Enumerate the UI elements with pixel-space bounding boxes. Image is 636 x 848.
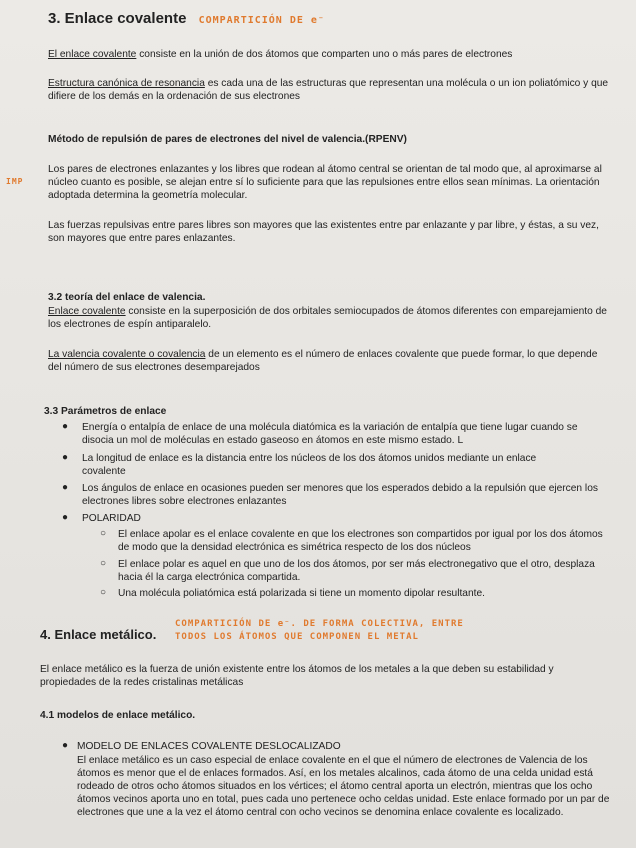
bullet-icon: ●: [62, 740, 69, 751]
list-item: POLARIDAD: [82, 513, 141, 524]
resonance-definition: [48, 77, 612, 103]
definition-text: consiste en la superposición de dos orbitales semiocupados de átomos diferentes con emparejamiento de los electrones de espín antiparalelo.: [48, 306, 607, 330]
term: El enlace covalente: [48, 49, 137, 60]
section-3-title: 3. Enlace covalente: [48, 10, 187, 27]
bullet-icon: ●: [62, 452, 69, 463]
circle-bullet-icon: ○: [100, 528, 107, 539]
term: Estructura canónica de resonancia: [48, 78, 205, 89]
term: Enlace covalente: [48, 306, 126, 317]
covalent-definition: [48, 48, 612, 61]
definition-text: es cada una de las estructuras que representan una molécula o un ion poliatómico y que difiere de los demás en la ordenación de sus electrones: [48, 78, 609, 102]
metallic-definition: El enlace metálico es la fuerza de unión existente entre los átomos de los metales a la que deben su estabilidad y propiedades de la redes cristalinas metálicas: [40, 664, 554, 688]
term: La valencia covalente o covalencia: [48, 349, 206, 360]
rpenv-paragraph-1: Los pares de electrones enlazantes y los libres que rodean al átomo central se orientan de tal modo que, al aproximarse al núcleo cuanto es posible, se alejan entre sí lo suficiente para que las repulsiones entre ellos sean mínimas. La orientación adoptada determina la geometría molecular.: [48, 164, 602, 201]
model-description: El enlace metálico es un caso especial de enlace covalente en el que el número de electrones de Valencia de los átomos es menor que el de enlaces formados. Así, en los metales alcalinos, cada átomo de una celda unidad está rodeado de otros ocho átomos situados en los vértices; el átomo central aporta un electrón, mientras que los ocho átomos vecinos aporta uno en total, pues cada uno pertenece ocho celdas unidad. Este enlace formado por un par de electrones que une a la vez el átomo central con ocho vecinos se denomina enlace covalente es localizado.: [77, 755, 610, 818]
sub-list-item: El enlace polar es aquel en que uno de los dos átomos, por ser más electronegativo que el otro, desplaza hacia él la carga electrónica compartida.: [118, 559, 595, 583]
sub-list-item: Una molécula poliatómica está polarizada si tiene un momento dipolar resultante.: [118, 588, 485, 599]
section-4-title: 4. Enlace metálico.: [40, 627, 157, 642]
section-3-heading: [48, 12, 612, 27]
definition-text: de un elemento es el número de enlaces covalente que puede formar, lo que depende del número de sus electrones desemparejados: [48, 349, 598, 373]
covalency-definition: [48, 348, 612, 374]
list-item: La longitud de enlace es la distancia entre los núcleos de los dos átomos unidos mediante un enlace covalente: [82, 453, 537, 477]
circle-bullet-icon: ○: [100, 558, 107, 569]
bullet-icon: ●: [62, 512, 69, 523]
handwritten-note: COMPARTICIÓN DE e⁻: [198, 15, 325, 26]
sub-list-item: El enlace apolar es el enlace covalente en que los electrones son compartidos por igual por los dos átomos de modo que la densidad electrónica es simétrica respecto de los dos núcleos: [118, 529, 603, 553]
section-3-3-title: 3.3 Parámetros de enlace: [44, 406, 167, 417]
rpenv-paragraph-2: Las fuerzas repulsivas entre pares libres son mayores que las existentes entre par enlazante y par libre, y éstas, a su vez, son mayores que entre pares enlazantes.: [48, 220, 599, 244]
circle-bullet-icon: ○: [100, 587, 107, 598]
imp-note: IMP: [6, 177, 24, 186]
section-4-1-title: 4.1 modelos de enlace metálico.: [40, 710, 196, 721]
handwritten-note: COMPARTICIÓN DE e⁻. DE FORMA COLECTIVA, ENTRE: [175, 619, 464, 629]
handwritten-note: TODOS LOS ÁTOMOS QUE COMPONEN EL METAL: [175, 632, 419, 642]
model-title: MODELO DE ENLACES COVALENTE DESLOCALIZADO: [77, 741, 341, 752]
list-item: Energía o entalpía de enlace de una molécula diatómica es la variación de entalpía que tiene lugar cuando se disocia un mol de moléculas en estado gaseoso en átomos en este mismo estado. L: [82, 422, 578, 446]
definition-text: consiste en la unión de dos átomos que comparten uno o más pares de electrones: [136, 49, 513, 60]
valence-definition: [48, 305, 612, 331]
bullet-icon: ●: [62, 421, 69, 432]
list-item: Los ángulos de enlace en ocasiones pueden ser menores que los esperados debido a la repulsión que ejercen los electrones libres sobre electrones enlazantes: [82, 483, 598, 507]
rpenv-title: Método de repulsión de pares de electrones del nivel de valencia.(RPENV): [48, 134, 407, 145]
section-3-2-title: 3.2 teoría del enlace de valencia.: [48, 292, 206, 303]
bullet-icon: ●: [62, 482, 69, 493]
